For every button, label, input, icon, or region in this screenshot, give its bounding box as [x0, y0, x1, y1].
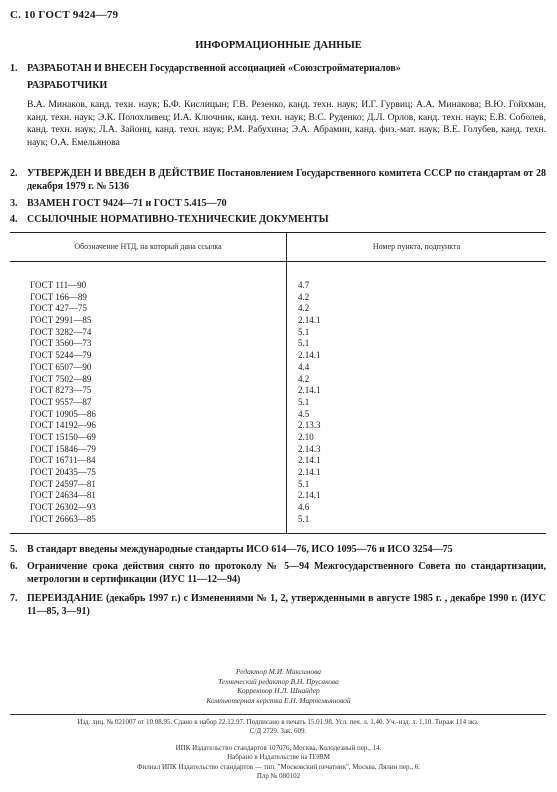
page-title: ИНФОРМАЦИОННЫЕ ДАННЫЕ — [195, 40, 362, 51]
section-text: ПЕРЕИЗДАНИЕ (декабрь 1997 г.) с Изменениями № 1, 2, утвержденными в августе 1985 г. , декабре 1990 г. (ИУС 11—85, 3—91) — [27, 593, 546, 617]
table-cell-document: ГОСТ 3560—73 — [30, 338, 92, 349]
table-cell-document: ГОСТ 427—75 — [30, 303, 87, 314]
publisher-line: Набрано в Издательстве на ПЭВМ — [227, 753, 330, 762]
section-7 — [10, 593, 546, 618]
table-header-border — [10, 261, 546, 262]
table-cell-document: ГОСТ 24634—81 — [30, 490, 96, 501]
credit-tech-editor: Технический редактор В.Н. Прусакова — [218, 676, 339, 686]
section-3 — [10, 198, 546, 211]
table-cell-document: ГОСТ 15150—69 — [30, 431, 96, 442]
table-cell-clause: 4.4 — [298, 361, 310, 372]
credit-layout: Компьютерная верстка Е.Н. Мартемьяновой — [206, 695, 351, 705]
table-cell-document: ГОСТ 26663—85 — [30, 513, 96, 524]
table-cell-clause: 2.14.1 — [298, 467, 321, 477]
section-number: 3. — [10, 198, 18, 209]
section-text: РАЗРАБОТАН И ВНЕСЕН Государственной ассоциацией «Союзстройматериалов» — [27, 63, 401, 74]
table-cell-document: ГОСТ 2991—85 — [30, 315, 92, 326]
table-column-clauses — [298, 280, 321, 525]
table-cell-clause: 2.14.1 — [298, 385, 321, 396]
table-top-border — [10, 232, 546, 233]
section-text: ВЗАМЕН ГОСТ 9424—71 и ГОСТ 5.415—70 — [27, 198, 227, 209]
table-cell-document: ГОСТ 166—89 — [30, 291, 87, 302]
section-2 — [10, 168, 546, 193]
section-number: 6. — [10, 561, 18, 572]
table-cell-document: ГОСТ 20435—75 — [30, 467, 96, 477]
credit-proofreader: Корректор Н.Л. Шнайдер — [237, 686, 320, 696]
table-cell-document: ГОСТ 3282—74 — [30, 326, 92, 337]
publisher-line: ИПК Издательство стандартов 107076, Москва, Колодезный пер., 14. — [175, 744, 382, 752]
table-cell-document: ГОСТ 6507—90 — [30, 361, 92, 372]
table-cell-document: ГОСТ 24597—81 — [30, 478, 96, 489]
table-cell-clause: 4.7 — [298, 280, 310, 290]
table-cell-clause: 2.13.3 — [298, 420, 321, 431]
section-number: 7. — [10, 593, 18, 604]
section-text: УТВЕРЖДЕН И ВВЕДЕН В ДЕЙСТВИЕ Постановлением Государственного комитета СССР по стандартам от 28 декабря 1979 г. № 5136 — [27, 168, 546, 192]
table-column-documents — [30, 280, 96, 525]
table-bottom-border — [10, 533, 546, 534]
table-column-divider — [286, 232, 287, 534]
table-cell-clause: 4.2 — [298, 291, 310, 302]
section-text: Ограничение срока действия снято по протоколу № 5—94 Межгосударственного Совета по стандартизации, метрологии и сертификации (ИУС 11—12—94) — [27, 561, 546, 585]
section-text: В стандарт введены международные стандарты ИСО 614—76, ИСО 1095—76 и ИСО 3254—75 — [27, 544, 453, 555]
section-number: 5. — [10, 544, 18, 555]
publisher-info — [0, 744, 557, 782]
print-info-line: Изд. лиц. № 021007 от 10.08.95. Сдано в набор 22.12.97. Подписано в печать 15.01.98. Усл. печ. л. 1,40. Уч.-изд. л. 1,10. Тираж 114 экз. — [77, 718, 479, 726]
table-cell-clause: 5.1 — [298, 396, 310, 407]
editorial-credits — [0, 667, 557, 705]
section-number: 4. — [10, 214, 18, 225]
section-5 — [10, 544, 546, 557]
table-cell-clause: 4.2 — [298, 303, 310, 314]
table-cell-clause: 5.1 — [298, 513, 310, 524]
table-cell-clause: 2.10 — [298, 431, 314, 442]
table-cell-clause: 5.1 — [298, 478, 310, 489]
section-number: 1. — [10, 63, 18, 74]
developers-list: В.А. Минаков, канд. техн. наук; Б.Ф. Кислицын; Г.В. Резенко, канд. техн. наук; И.Г. Гурвиц; А.А. Минакова; В.Ю. Гойхман, канд. техн. наук; Э.К. Полохливец; И.А. Ключник, канд. техн. наук; В.С. Руденко; Д.Л. Орлов, канд. техн. наук; Е.В. Соболев, канд. техн. наук; Л.А. Зайонц, канд. техн. наук; Р.М. Рабухина; Э.А. Абрамин, канд. физ.-мат. наук; В.Е. Голубев, канд. техн. наук; О.А. Емельянова — [27, 99, 546, 148]
table-cell-document: ГОСТ 10905—86 — [30, 408, 96, 419]
section-6 — [10, 561, 546, 586]
section-4 — [10, 214, 546, 227]
section-1 — [10, 63, 546, 76]
print-info — [10, 718, 546, 736]
table-cell-clause: 2.14.1 — [298, 315, 321, 326]
table-cell-clause: 2.14.1 — [298, 490, 321, 501]
table-cell-document: ГОСТ 5244—79 — [30, 350, 92, 361]
table-cell-clause: 4.5 — [298, 408, 310, 419]
section-number: 2. — [10, 168, 18, 179]
table-cell-clause: 5.1 — [298, 326, 310, 337]
publisher-line: Филиал ИПК Издательство стандартов — тип. "Московский печатник", Москва, Лялин пер., 6. — [137, 762, 420, 771]
table-cell-clause: 2.14.3 — [298, 443, 321, 454]
credit-editor: Редактор М.И. Максимова — [236, 667, 321, 676]
publisher-line: Плр № 080102 — [256, 772, 301, 781]
table-header-clause: Номер пункта, подпункта — [372, 242, 461, 251]
table-cell-document: ГОСТ 14192—96 — [30, 420, 96, 431]
table-cell-document: ГОСТ 9557—87 — [30, 396, 92, 407]
page-header: С. 10 ГОСТ 9424—79 — [10, 9, 119, 21]
section-text: ССЫЛОЧНЫЕ НОРМАТИВНО-ТЕХНИЧЕСКИЕ ДОКУМЕНТЫ — [27, 214, 329, 225]
table-cell-clause: 4.2 — [298, 373, 310, 384]
table-header-document: Обозначение НТД, на который дана ссылка — [74, 242, 222, 251]
reference-table — [10, 232, 546, 534]
table-cell-clause: 5.1 — [298, 338, 310, 349]
table-cell-clause: 4.6 — [298, 502, 310, 513]
table-cell-document: ГОСТ 26302—93 — [30, 502, 96, 513]
table-cell-clause: 2.14.1 — [298, 455, 321, 466]
table-cell-clause: 2.14.1 — [298, 350, 321, 361]
print-info-line: С/Д 2729. Зак. 609. — [249, 727, 307, 736]
divider — [10, 714, 546, 715]
table-cell-document: ГОСТ 7502—89 — [30, 373, 92, 384]
developers-label: РАЗРАБОТЧИКИ — [27, 80, 108, 91]
table-cell-document: ГОСТ 111—90 — [30, 280, 87, 290]
table-cell-document: ГОСТ 16711—84 — [30, 455, 96, 466]
developers-heading — [10, 80, 546, 93]
table-cell-document: ГОСТ 8273—75 — [30, 385, 92, 396]
table-cell-document: ГОСТ 15846—79 — [30, 443, 96, 454]
